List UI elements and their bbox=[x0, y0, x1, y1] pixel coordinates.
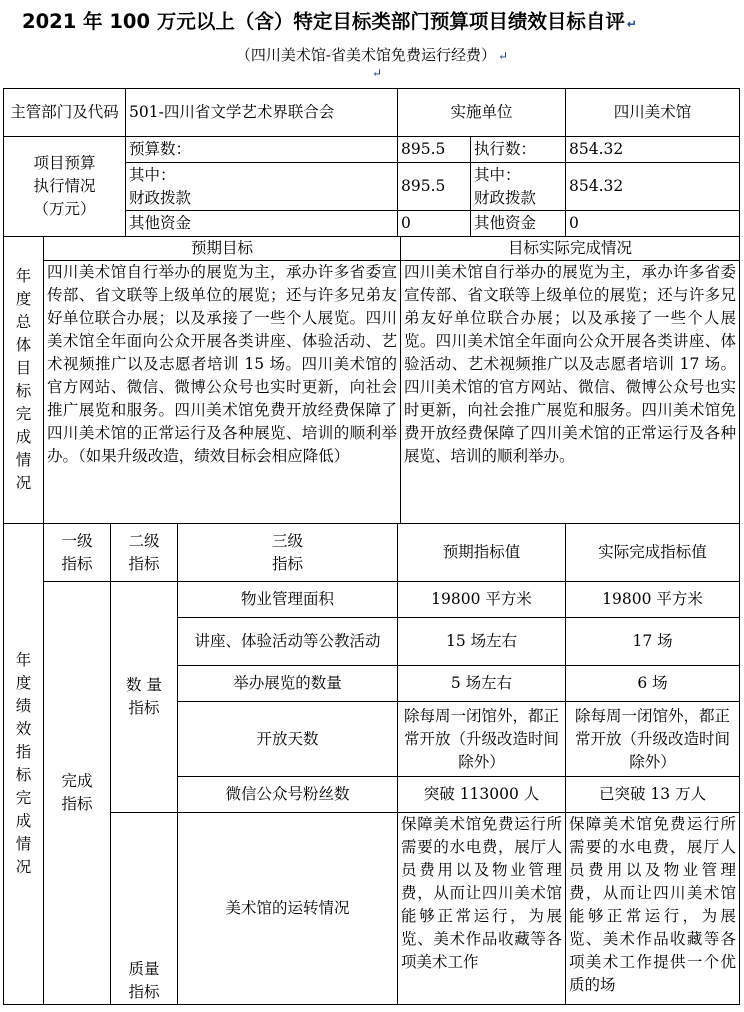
page-title: 2021 年 100 万元以上（含）特定目标类部门预算项目绩效目标自评 ↵ bbox=[22, 10, 637, 33]
overall-header-row bbox=[4, 237, 740, 261]
indicator-actual: 已突破 13 万人 bbox=[566, 777, 740, 813]
indicator-name: 开放天数 bbox=[178, 702, 398, 777]
indicator-actual: 17 场 bbox=[566, 618, 740, 666]
indicator-actual: 除每周一闭馆外，都正常开放（升级改造时间除外） bbox=[566, 702, 740, 777]
dept-row bbox=[4, 89, 740, 137]
indicator-name: 举办展览的数量 bbox=[178, 666, 398, 702]
fiscal-budget-value: 895.5 bbox=[398, 163, 471, 211]
indicator-side-label: 年 度 绩 效 指 标 完 成 情 况 bbox=[4, 524, 44, 1005]
indicator-actual: 6 场 bbox=[566, 666, 740, 702]
exec-label: 执行数： bbox=[471, 137, 566, 163]
expected-goal-header: 预期目标 bbox=[44, 237, 401, 261]
dept-value: 501-四川省文学艺术界联合会 bbox=[126, 89, 398, 137]
page-subtitle: （四川美术馆-省美术馆免费运行经费） ↵ bbox=[235, 46, 509, 64]
impl-value: 四川美术馆 bbox=[566, 89, 740, 137]
paragraph-mark-icon: ↵ bbox=[498, 49, 509, 63]
level1-completion: 完成 指标 bbox=[44, 582, 111, 1005]
indicator-expected: 突破 113000 人 bbox=[398, 777, 566, 813]
indicator-name: 微信公众号粉丝数 bbox=[178, 777, 398, 813]
fiscal-exec-label: 其中： 财政拨款 bbox=[471, 163, 566, 211]
level1-header: 一级 指标 bbox=[44, 524, 111, 582]
fiscal-label: 其中： 财政拨款 bbox=[126, 163, 398, 211]
exec-value: 854.32 bbox=[566, 137, 740, 163]
indicator-header-row bbox=[4, 524, 740, 582]
quality-row bbox=[4, 813, 740, 1005]
other-funds-exec-label: 其他资金 bbox=[471, 211, 566, 237]
quality-expected: 保障美术馆免费运行所需要的水电费，展厅人员费用以及物业管理费，从而让四川美术馆能够正常运行，为展览、美术作品收藏等各项美术工作 bbox=[398, 813, 566, 1005]
budget-value: 895.5 bbox=[398, 137, 471, 163]
budget-section-label: 项目预算 执行情况 （万元） bbox=[4, 137, 126, 237]
indicator-expected: 5 场左右 bbox=[398, 666, 566, 702]
indicator-actual: 19800 平方米 bbox=[566, 582, 740, 618]
other-funds-label: 其他资金 bbox=[126, 211, 398, 237]
fiscal-exec-value: 854.32 bbox=[566, 163, 740, 211]
actual-goal-header: 目标实际完成情况 bbox=[401, 237, 740, 261]
other-funds-budget: 0 bbox=[398, 211, 471, 237]
level2-quantity: 数 量 指标 bbox=[111, 582, 178, 813]
indicator-name: 物业管理面积 bbox=[178, 582, 398, 618]
level3-header: 三级 指标 bbox=[178, 524, 398, 582]
indicator-expected: 19800 平方米 bbox=[398, 582, 566, 618]
other-funds-exec: 0 bbox=[566, 211, 740, 237]
quality-actual: 保障美术馆免费运行所需要的水电费，展厅人员费用以及物业管理费，从而让四川美术馆能够正常运行，为展览、美术作品收藏等各项美术工作提供一个优质的场 bbox=[566, 813, 740, 1005]
overall-content-row bbox=[4, 261, 740, 524]
indicator-row bbox=[4, 582, 740, 618]
indicator-expected: 除每周一闭馆外，都正常开放（升级改造时间除外） bbox=[398, 702, 566, 777]
budget-label: 预算数： bbox=[126, 137, 398, 163]
level2-header: 二级 指标 bbox=[111, 524, 178, 582]
impl-label: 实施单位 bbox=[398, 89, 566, 137]
paragraph-mark-icon: ↵ bbox=[372, 66, 383, 80]
expected-value-header: 预期指标值 bbox=[398, 524, 566, 582]
budget-row bbox=[4, 137, 740, 163]
actual-goal-text: 四川美术馆自行举办的展览为主，承办许多省委宣传部、省文联等上级单位的展览；还与许多兄弟友好单位联合办展；以及承接了一些个人展览。四川美术馆全年面向公众开展各类讲座、体验活动、艺术视频推广以及志愿者培训 17 场。四川美术馆的官方网站、微信、微博公众号也实时更新，向社会推广展览和服务。四川美术馆免费开放经费保障了四川美术馆的正常运行及各种展览、培训的顺利举办。 bbox=[401, 261, 740, 524]
level2-quality: 质量 指标 bbox=[111, 813, 178, 1005]
indicator-expected: 15 场左右 bbox=[398, 618, 566, 666]
indicator-name: 讲座、体验活动等公教活动 bbox=[178, 618, 398, 666]
actual-value-header: 实际完成指标值 bbox=[566, 524, 740, 582]
expected-goal-text: 四川美术馆自行举办的展览为主，承办许多省委宣传部、省文联等上级单位的展览；还与许多兄弟友好单位联合办展；以及承接了一些个人展览。四川美术馆全年面向公众开展各类讲座、体验活动、艺术视频推广以及志愿者培训 15 场。四川美术馆的官方网站、微信、微博公众号也实时更新，向社会推广展览和服务。四川美术馆免费开放经费保障了四川美术馆的正常运行及各种展览、培训的顺利举办。（如果升级改造，绩效目标会相应降低） bbox=[44, 261, 401, 524]
paragraph-mark-icon: ↵ bbox=[626, 17, 637, 31]
quality-indicator-name: 美术馆的运转情况 bbox=[178, 813, 398, 1005]
evaluation-table bbox=[3, 88, 740, 1005]
dept-label: 主管部门及代码 bbox=[4, 89, 126, 137]
overall-side-label: 年 度 总 体 目 标 完 成 情 况 bbox=[4, 237, 44, 524]
